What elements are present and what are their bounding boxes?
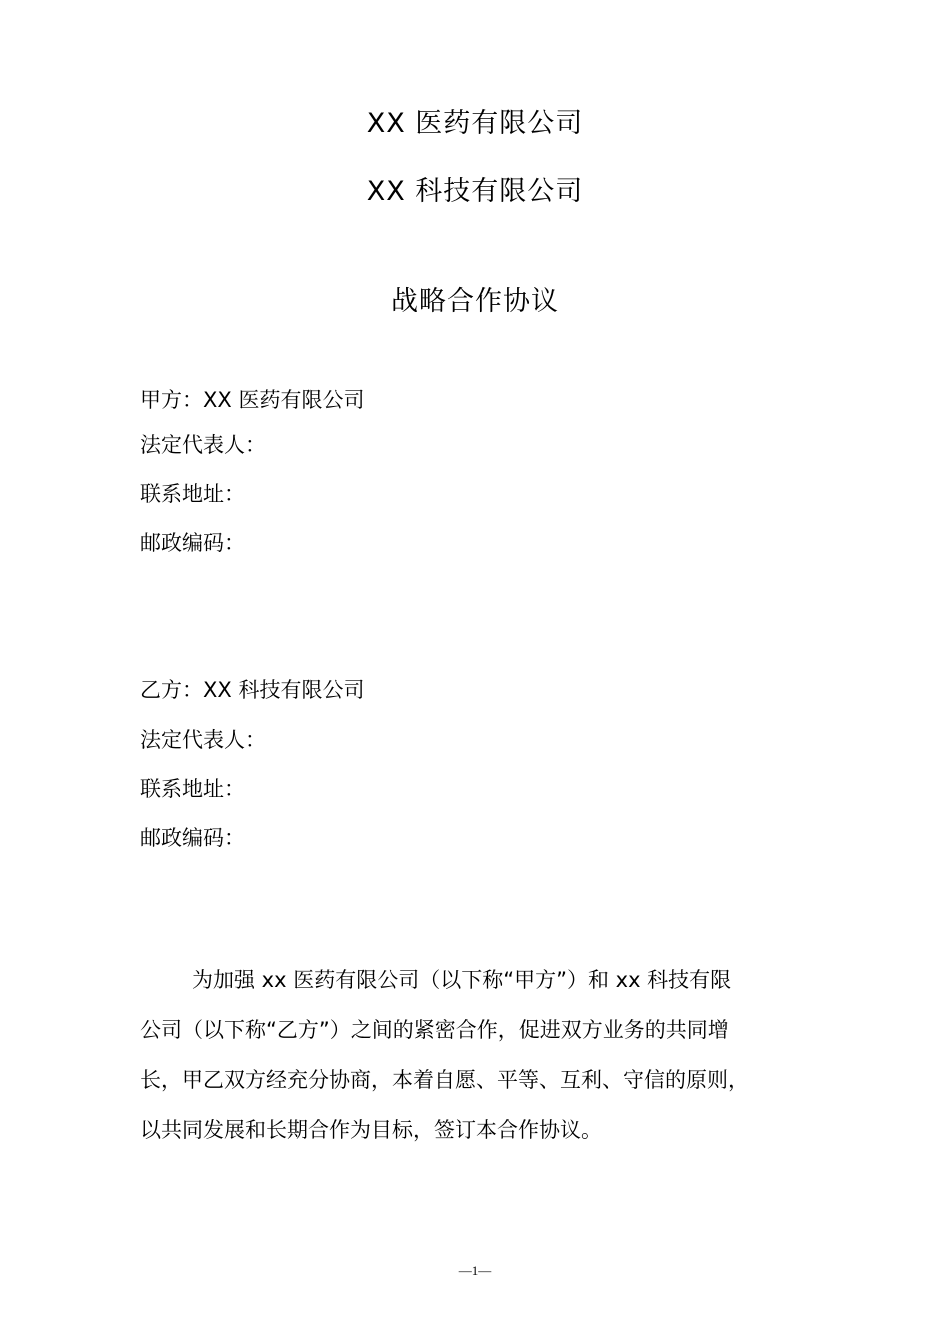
party-b-representative-label: 法定代表人： — [140, 728, 266, 752]
party-a-representative-label: 法定代表人： — [140, 433, 266, 457]
paragraph-line: 公司（以下称“乙方”）之间的紧密合作，促进双方业务的共同增 — [140, 1018, 729, 1042]
party-a-address-label: 联系地址： — [140, 482, 245, 506]
paragraph-line: 为加强 xx 医药有限公司（以下称“甲方”）和 xx 科技有限 — [192, 968, 732, 992]
party-a-postcode-label: 邮政编码： — [140, 531, 245, 555]
party-a-name: 甲方：XX 医药有限公司 — [140, 388, 365, 412]
page-number: —1— — [458, 1263, 492, 1278]
company-b-title: XX 科技有限公司 — [366, 176, 584, 207]
party-b-postcode-label: 邮政编码： — [140, 826, 245, 850]
paragraph-line: 以共同发展和长期合作为目标，签订本合作协议。 — [140, 1118, 602, 1142]
document-title: 战略合作协议 — [391, 286, 559, 317]
paragraph-line: 长，甲乙双方经充分协商，本着自愿、平等、互利、守信的原则， — [140, 1068, 749, 1092]
party-b-address-label: 联系地址： — [140, 777, 245, 801]
party-b-name: 乙方：XX 科技有限公司 — [140, 678, 365, 702]
company-a-title: XX 医药有限公司 — [366, 108, 584, 139]
